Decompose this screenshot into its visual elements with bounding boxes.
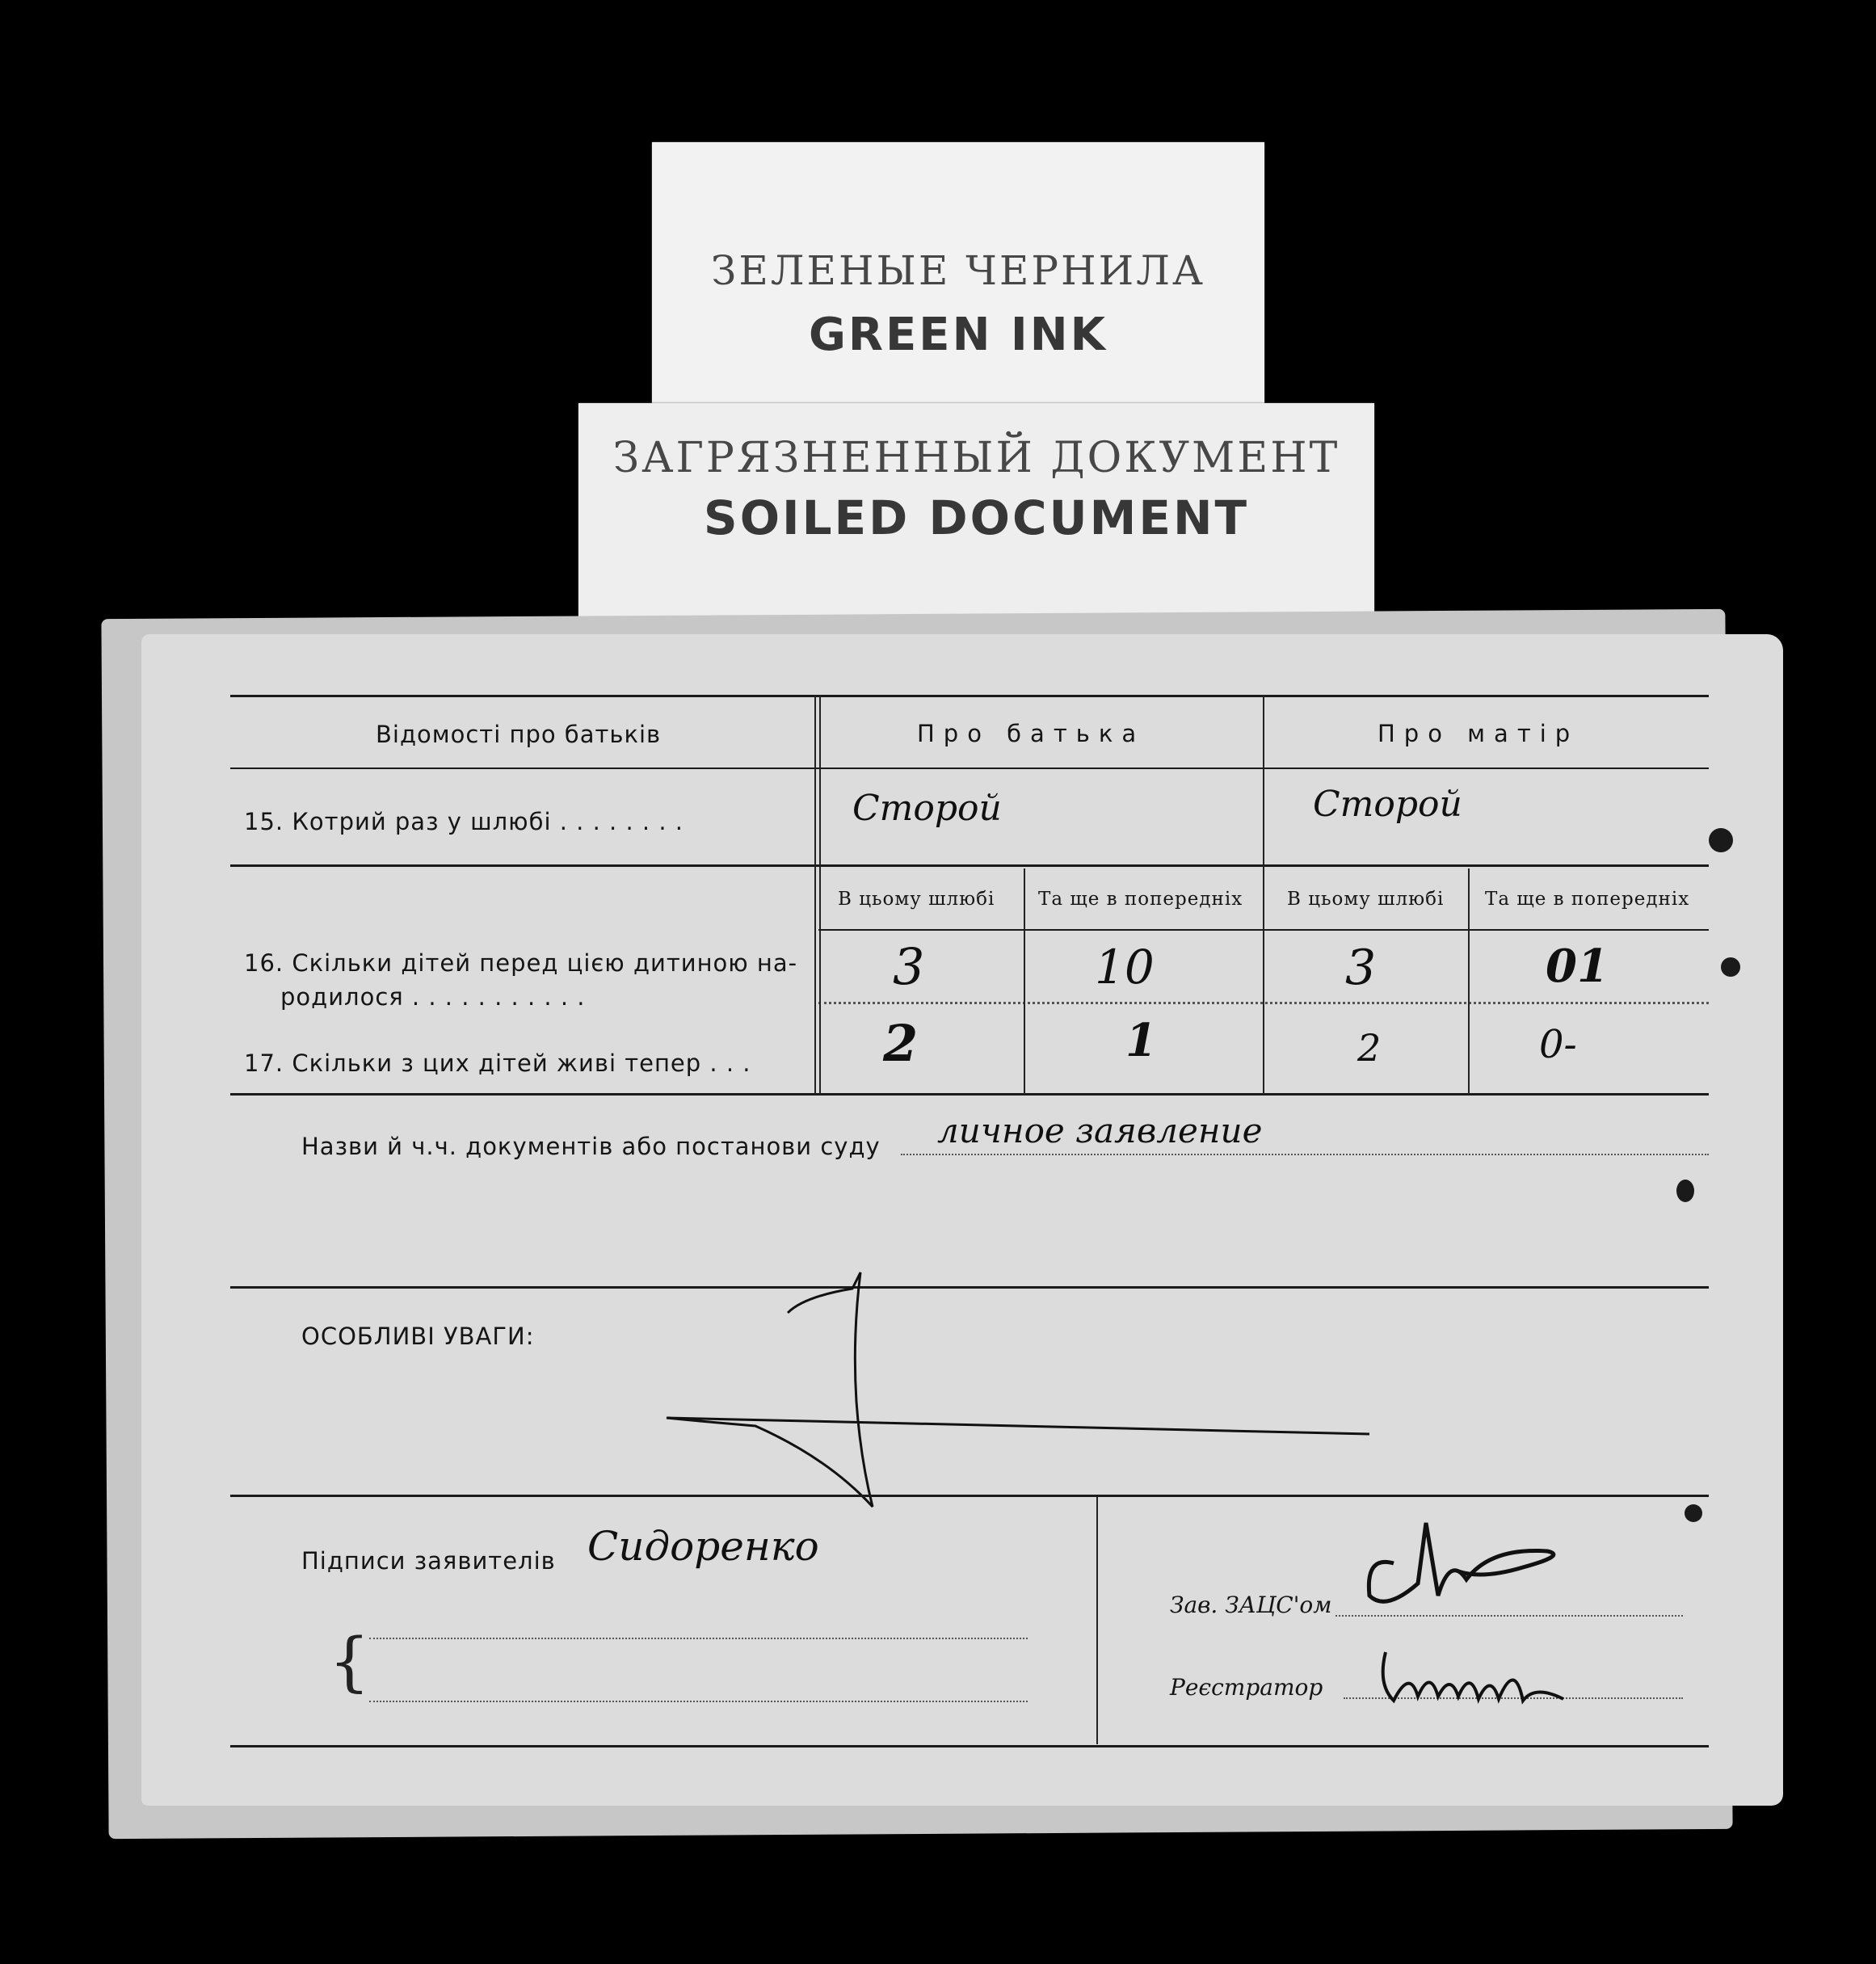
row17-father-previous: 1 [1125,1014,1157,1067]
applicants-brace: { [329,1624,370,1699]
green-ink-label-ru: ЗЕЛЕНЫЕ ЧЕРНИЛА [711,247,1205,294]
punch-hole [1685,1504,1702,1522]
documents-dotted-line [901,1154,1709,1155]
head-signature [1361,1507,1579,1628]
applicants-label: Підписи заявителів [301,1547,556,1575]
table-bottom-rule [230,1093,1709,1096]
sub-mother-previous: Та ще в попередніх [1485,889,1690,910]
col-rule [819,695,821,1095]
documents-value: личное заявление [937,1111,1263,1150]
green-ink-label-en: GREEN INK [808,309,1108,361]
registrar-label: Реєстратор [1170,1674,1323,1701]
col-rule [1263,695,1264,1095]
punch-hole [1676,1180,1694,1202]
sub-mother-this-marriage: В цьому шлюбі [1287,889,1445,910]
header-father: Про батька [917,720,1146,747]
col-rule [1468,868,1470,1095]
row16-label-line1: 16. Скільки дітей перед цією дитиною на- [244,949,798,977]
row17-father-this: 2 [883,1014,919,1073]
head-label: Зав. ЗАЦС'ом [1170,1592,1332,1618]
registrar-signature [1361,1636,1571,1725]
punch-hole [1709,828,1733,852]
table-top-rule [230,695,1709,697]
row17-mother-this: 2 [1357,1026,1382,1070]
remarks-label: ОСОБЛИВІ УВАГИ: [301,1323,535,1350]
row15-mother-value: Сторой [1313,784,1462,825]
row17-label: 17. Скільки з цих дітей живі тепер . . . [244,1049,751,1077]
header-mother: Про матір [1378,720,1579,747]
green-ink-label [652,142,1264,417]
row17-mother-previous: 0- [1539,1022,1577,1067]
row15-bottom-rule [230,864,1709,867]
row15-father-value: Сторой [852,788,1002,829]
signatures-top-rule [230,1495,1709,1497]
soiled-document-label-en: SOILED DOCUMENT [703,490,1250,545]
remarks-strike-mark [658,1264,1386,1523]
sub-father-previous: Та ще в попередніх [1038,889,1243,910]
record-form [141,634,1783,1806]
row16-label-line2: родилося . . . . . . . . . . . [280,983,586,1011]
row15-label: 15. Котрий раз у шлюбі . . . . . . . . [244,808,684,835]
sub-father-this-marriage: В цьому шлюбі [838,889,995,910]
soiled-document-label-ru: ЗАГРЯЗНЕННЫЙ ДОКУМЕНТ [612,434,1340,482]
soiled-document-label [578,403,1374,620]
row16-mother-this: 3 [1345,940,1377,996]
signatures-divider [1096,1497,1098,1744]
header-parents: Відомості про батьків [376,721,662,748]
signatures-bottom-rule [230,1745,1709,1747]
applicant-dotted-line [369,1701,1028,1702]
documents-label: Назви й ч.ч. документів або постанови суду [301,1133,881,1160]
applicant-dotted-line [369,1638,1028,1639]
header-bottom-rule [230,768,1709,769]
row16-mother-previous: 01 [1546,940,1609,993]
row16-father-this: 3 [893,937,925,996]
col-rule [1024,868,1025,1095]
applicants-signature: Сидоренко [587,1523,819,1570]
punch-hole [1721,957,1740,977]
col-rule [814,695,816,1095]
row16-father-previous: 10 [1095,940,1155,995]
